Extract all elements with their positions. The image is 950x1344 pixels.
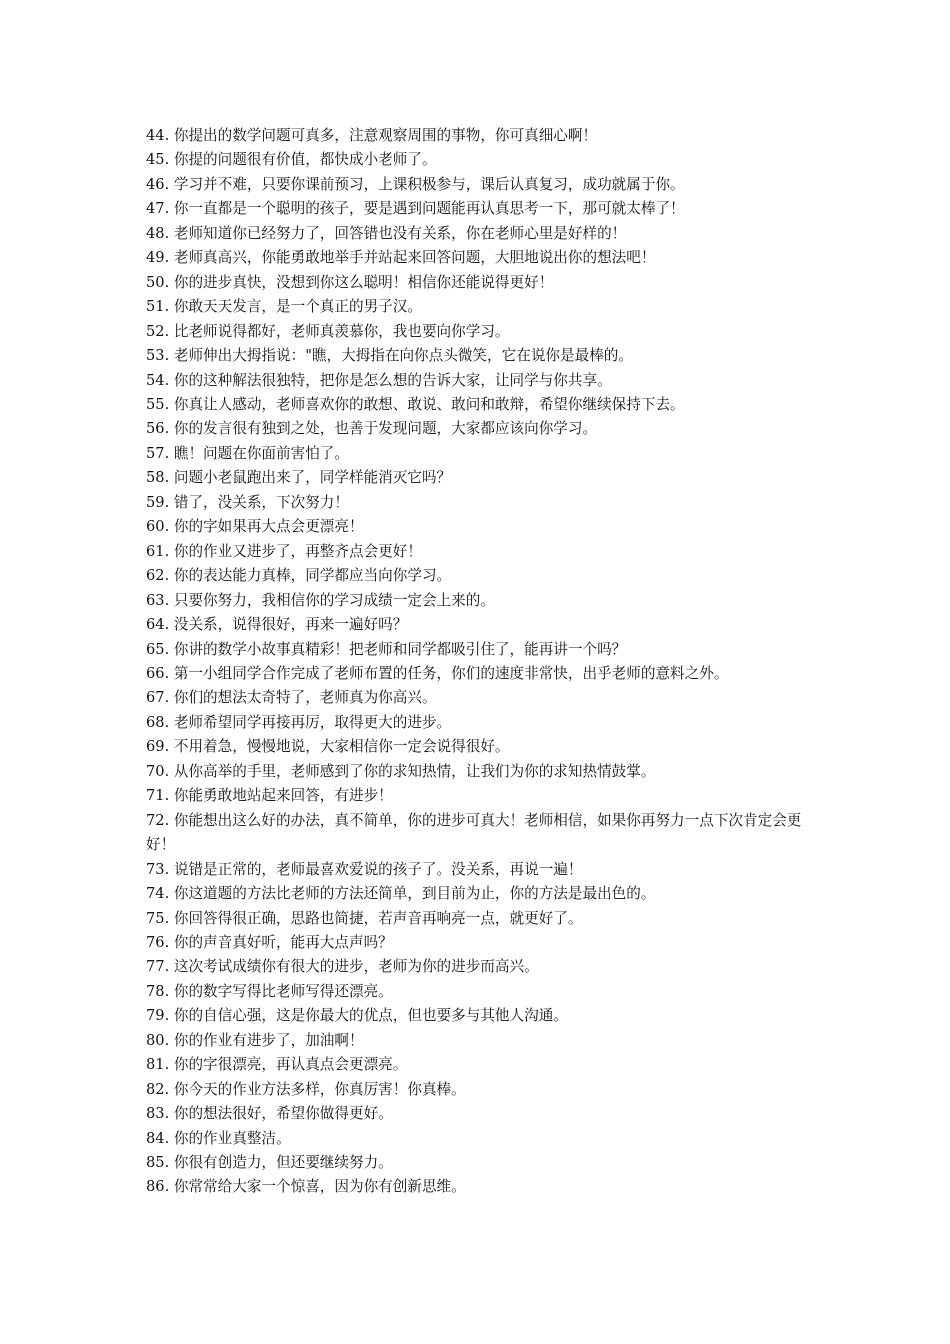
list-item: 68. 老师希望同学再接再厉，取得更大的进步。 xyxy=(146,713,452,731)
list-item: 45. 你提的问题很有价值，都快成小老师了。 xyxy=(146,151,437,169)
list-item: 59. 错了，没关系，下次努力！ xyxy=(146,493,349,511)
list-item: 51. 你敢天天发言，是一个真正的男子汉。 xyxy=(146,298,422,316)
list-item: 72. 你能想出这么好的办法，真不简单，你的进步可真大！老师相信，如果你再努力一点下次肯定会更好！ xyxy=(146,811,802,854)
list-item: 70. 从你高举的手里，老师感到了你的求知热情，让我们为你的求知热情鼓掌。 xyxy=(146,762,656,780)
list-item: 82. 你今天的作业方法多样，你真厉害！你真棒。 xyxy=(146,1080,466,1098)
list-item: 65. 你讲的数学小故事真精彩！把老师和同学都吸引住了，能再讲一个吗？ xyxy=(146,640,627,658)
list-item: 74. 你这道题的方法比老师的方法还简单，到目前为止，你的方法是最出色的。 xyxy=(146,885,656,903)
list-item: 54. 你的这种解法很独特，把你是怎么想的告诉大家，让同学与你共享。 xyxy=(146,371,612,389)
list-item: 84. 你的作业真整洁。 xyxy=(146,1129,291,1147)
list-item: 86. 你常常给大家一个惊喜，因为你有创新思维。 xyxy=(146,1178,466,1196)
list-item: 69. 不用着急，慢慢地说，大家相信你一定会说得很好。 xyxy=(146,738,510,756)
list-item: 78. 你的数字写得比老师写得还漂亮。 xyxy=(146,982,393,1000)
praise-list xyxy=(146,124,818,1200)
list-item: 71. 你能勇敢地站起来回答，有进步！ xyxy=(146,787,393,805)
list-item: 57. 瞧！问题在你面前害怕了。 xyxy=(146,444,349,462)
list-item: 64. 没关系，说得很好，再来一遍好吗？ xyxy=(146,616,408,634)
list-item: 67. 你们的想法太奇特了，老师真为你高兴。 xyxy=(146,689,437,707)
list-item: 48. 老师知道你已经努力了，回答错也没有关系，你在老师心里是好样的！ xyxy=(146,224,627,242)
list-item: 75. 你回答得很正确，思路也简捷，若声音再响亮一点，就更好了。 xyxy=(146,909,583,927)
list-item: 66. 第一小组同学合作完成了老师布置的任务，你们的速度非常快，出乎老师的意料之外。 xyxy=(146,664,729,682)
list-item: 47. 你一直都是一个聪明的孩子，要是遇到问题能再认真思考一下，那可就太棒了！ xyxy=(146,200,685,218)
list-item: 83. 你的想法很好，希望你做得更好。 xyxy=(146,1105,393,1123)
list-item: 79. 你的自信心强，这是你最大的优点，但也要多与其他人沟通。 xyxy=(146,1007,568,1025)
list-item: 50. 你的进步真快，没想到你这么聪明！相信你还能说得更好！ xyxy=(146,273,554,291)
list-item: 76. 你的声音真好听，能再大点声吗？ xyxy=(146,933,393,951)
list-item: 52. 比老师说得都好，老师真羡慕你，我也要向你学习。 xyxy=(146,322,510,340)
list-item: 60. 你的字如果再大点会更漂亮！ xyxy=(146,518,364,536)
list-item: 61. 你的作业又进步了，再整齐点会更好！ xyxy=(146,542,422,560)
list-item: 77. 这次考试成绩你有很大的进步，老师为你的进步而高兴。 xyxy=(146,958,539,976)
list-item: 62. 你的表达能力真棒，同学都应当向你学习。 xyxy=(146,567,452,585)
list-item: 49. 老师真高兴，你能勇敢地举手并站起来回答问题，大胆地说出你的想法吧！ xyxy=(146,249,656,267)
list-item: 80. 你的作业有进步了，加油啊！ xyxy=(146,1031,364,1049)
list-item: 55. 你真让人感动，老师喜欢你的敢想、敢说、敢问和敢辩，希望你继续保持下去。 xyxy=(146,395,685,413)
list-item: 85. 你很有创造力，但还要继续努力。 xyxy=(146,1154,393,1172)
list-item: 44. 你提出的数学问题可真多，注意观察周围的事物，你可真细心啊！ xyxy=(146,127,598,144)
list-item: 53. 老师伸出大拇指说："瞧，大拇指在向你点头微笑，它在说你是最棒的。 xyxy=(146,347,633,365)
list-item: 81. 你的字很漂亮，再认真点会更漂亮。 xyxy=(146,1056,408,1074)
list-item: 46. 学习并不难，只要你课前预习，上课积极参与，课后认真复习，成功就属于你。 xyxy=(146,175,685,193)
list-item: 58. 问题小老鼠跑出来了，同学样能消灭它吗？ xyxy=(146,469,452,487)
list-item: 63. 只要你努力，我相信你的学习成绩一定会上来的。 xyxy=(146,591,495,609)
list-item: 56. 你的发言很有独到之处，也善于发现问题，大家都应该向你学习。 xyxy=(146,420,598,438)
list-item: 73. 说错是正常的，老师最喜欢爱说的孩子了。没关系，再说一遍！ xyxy=(146,860,583,878)
